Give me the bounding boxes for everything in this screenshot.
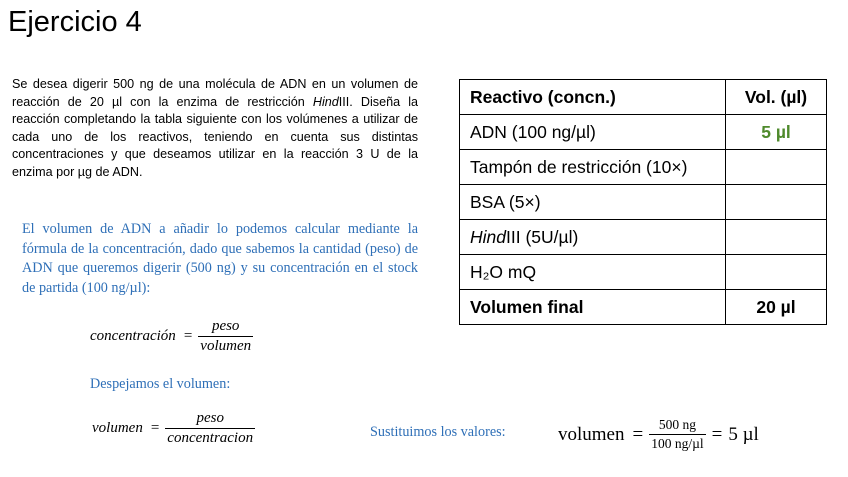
page-title: Ejercicio 4: [8, 6, 142, 38]
sustituimos-text: Sustituimos los valores:: [370, 424, 506, 440]
table-row: [460, 185, 827, 220]
reagent-italic: Hind: [470, 226, 506, 247]
reagent-cell: ADN (100 ng/µl): [460, 115, 726, 150]
volume-cell[interactable]: [726, 220, 827, 255]
substituted-formula: [558, 417, 759, 452]
reagents-table: [459, 79, 827, 325]
reagent-cell: H₂O mQ: [460, 255, 726, 290]
formula1-numerator: peso: [211, 318, 240, 334]
reagent-cell: BSA (5×): [460, 185, 726, 220]
formula1-lhs: concentración: [90, 328, 176, 344]
formula1-fraction: [198, 318, 253, 355]
volume-cell[interactable]: [726, 255, 827, 290]
formula2-fraction: [165, 410, 255, 447]
formula3-result: 5 µl: [728, 423, 759, 445]
volume-cell[interactable]: [726, 185, 827, 220]
problem-statement: [12, 76, 418, 182]
footer-reagent: Volumen final: [460, 290, 726, 325]
table-row: [460, 115, 827, 150]
volume-cell[interactable]: 5 µl: [726, 115, 827, 150]
intro-text-end: III. Diseña la reacción completando la tabla siguiente con los volúmenes a utilizar de cada uno de los reactivos, teniendo en cuenta sus distintas concentraciones y que deseamos utilizar en la reacción 3 U de la enzima por µg de ADN.: [12, 94, 419, 179]
table-row: [460, 220, 827, 255]
formula2-denominator: concentracion: [167, 430, 254, 446]
formula3-lhs: volumen: [558, 423, 625, 445]
intro-text-start: Se desea digerir 500 ng de una molécula de ADN en un volumen de reacción de 20 µl con la enzima de restricción: [12, 77, 418, 109]
volume-cell[interactable]: [726, 150, 827, 185]
concentration-formula: [90, 318, 253, 355]
reagent-text: III (5U/µl): [506, 226, 579, 247]
formula1-denominator: volumen: [200, 338, 252, 354]
table-header-row: [460, 80, 827, 115]
intro-enzyme-italic: Hind: [312, 94, 339, 109]
explanation-text: El volumen de ADN a añadir lo podemos calcular mediante la fórmula de la concentración, dado que sabemos la cantidad (peso) de ADN que queremos digerir (500 ng) y su concentración en el stock de partida (100 ng/µl):: [22, 221, 418, 296]
formula3-equals-2: =: [711, 423, 723, 445]
header-volume: Vol. (µl): [726, 80, 827, 115]
reagent-cell: [460, 220, 726, 255]
table-row: [460, 255, 827, 290]
formula3-equals: =: [632, 423, 644, 445]
table-row: [460, 150, 827, 185]
header-reagent: Reactivo (concn.): [460, 80, 726, 115]
formula2-lhs: volumen: [92, 420, 143, 436]
formula3-denominator: 100 ng/µl: [651, 436, 704, 451]
formula2-equals: =: [150, 420, 160, 436]
formula3-fraction: [649, 417, 705, 452]
formula3-numerator: 500 ng: [658, 417, 696, 432]
despejamos-text: Despejamos el volumen:: [90, 376, 231, 392]
formula2-numerator: peso: [196, 410, 224, 426]
footer-volume: 20 µl: [726, 290, 827, 325]
volume-formula: [92, 410, 255, 447]
reagent-cell: Tampón de restricción (10×): [460, 150, 726, 185]
formula1-equals: =: [183, 328, 193, 344]
table-footer-row: [460, 290, 827, 325]
